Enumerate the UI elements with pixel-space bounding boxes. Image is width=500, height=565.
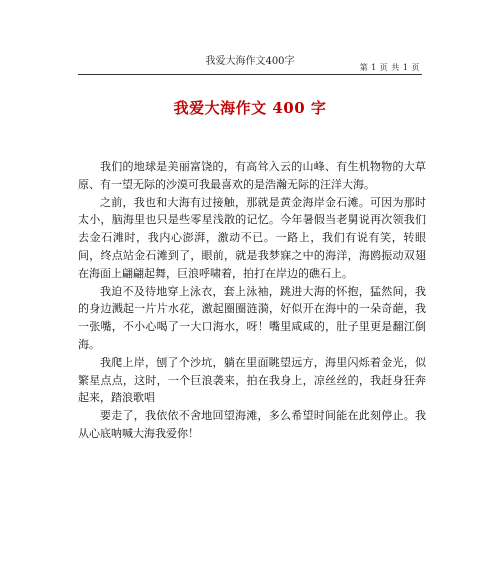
document-title: 我爱大海作文 400 字 — [173, 99, 327, 117]
paragraph: 我迫不及待地穿上泳衣，套上泳袖，跳进大海的怀抱，猛然间，我的身边溅起一片片水花，激起圈圈涟漪，好似开在海中的一朵奇葩，我一张嘴，不小心喝了一大口海水，呀！嘴里咸咸的，肚子里更是翻江倒海。 — [78, 284, 426, 351]
header-divider — [78, 74, 422, 75]
paragraph: 我们的地球是美丽富饶的，有高耸入云的山峰、有生机物物的大草原、有一望无际的沙漠可我最喜欢的是浩瀚无际的汪洋大海。 — [78, 160, 426, 191]
page-counter: 第 1 页 共 1 页 — [359, 63, 420, 72]
paragraph: 我爬上岸，刨了个沙坑，躺在里面眺望远方，海里闪烁着金光，似繁星点点，这时，一个巨浪袭来，拍在我身上，凉丝丝的，我赶身狂奔起来，踏浪歌唱 — [78, 355, 426, 405]
paragraph: 要走了，我依依不舍地回望海滩，多么希望时间能在此刻停止。我从心底呐喊大海我爱你！ — [78, 409, 426, 440]
document-body — [78, 158, 426, 443]
header-title: 我爱大海作文400字 — [205, 56, 295, 67]
paragraph: 之前，我也和大海有过接触，那就是黄金海岸金石滩。可因为那时太小，脑海里也只是些零星浅散的记忆。今年暑假当老舅说再次领我们去金石滩时，我内心澎湃，激动不已。一路上，我们有说有笑，转眼间，终点站金石滩到了，眼前，就是我梦寐之中的海洋，海鸥振动双翅在海面上翩翩起舞，巨浪呼啸着，拍打在岸边的礁石上。 — [78, 195, 426, 280]
